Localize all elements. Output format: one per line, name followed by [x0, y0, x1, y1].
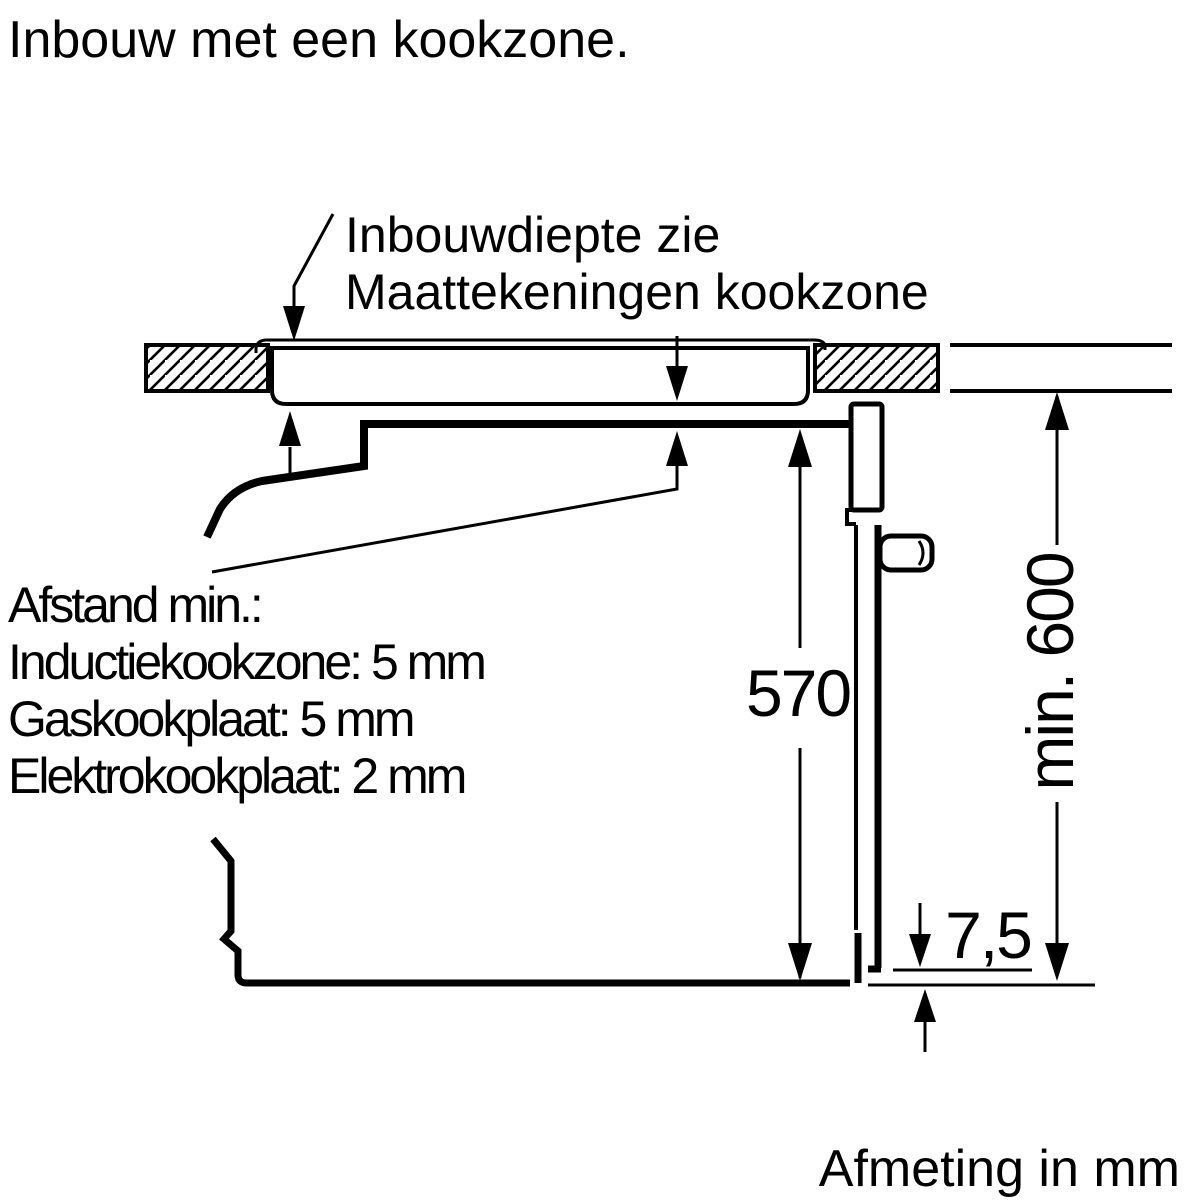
distance-note-line4: Elektrokookplaat: 2 mm — [8, 748, 465, 804]
dim-niche-height: min. 600 — [1013, 553, 1087, 791]
worktop-section-left — [146, 345, 268, 391]
callout-text-line2: Maattekeningen kookzone — [345, 264, 929, 320]
distance-note — [8, 577, 484, 804]
distance-note-line3: Gaskookplaat: 5 mm — [8, 691, 413, 747]
callout-text-line1: Inbouwdiepte zie — [345, 207, 721, 263]
distance-note-line2: Inductiekookzone: 5 mm — [8, 634, 484, 690]
dim-oven-height: 570 — [745, 656, 851, 730]
page-title: Inbouw met een kookzone. — [8, 11, 630, 69]
distance-note-line1: Afstand min.: — [8, 577, 261, 633]
oven-control-knob — [880, 536, 932, 570]
units-note: Afmeting in mm — [818, 1140, 1180, 1198]
hob-underside-arrow-up — [279, 411, 301, 473]
oven-control-panel — [851, 404, 882, 510]
bottom-clearance-arrow-down — [909, 903, 931, 967]
callout-leader-arrow — [283, 214, 333, 341]
bottom-clearance-lines — [868, 970, 1095, 985]
bottom-clearance-arrow-up — [914, 989, 936, 1052]
worktop-section-right — [815, 345, 938, 391]
hob-body — [272, 348, 808, 404]
worktop-continuation-lines — [950, 345, 1172, 391]
dim-bottom-clearance: 7,5 — [945, 898, 1031, 972]
oven-top-leader-arrow — [212, 431, 688, 572]
